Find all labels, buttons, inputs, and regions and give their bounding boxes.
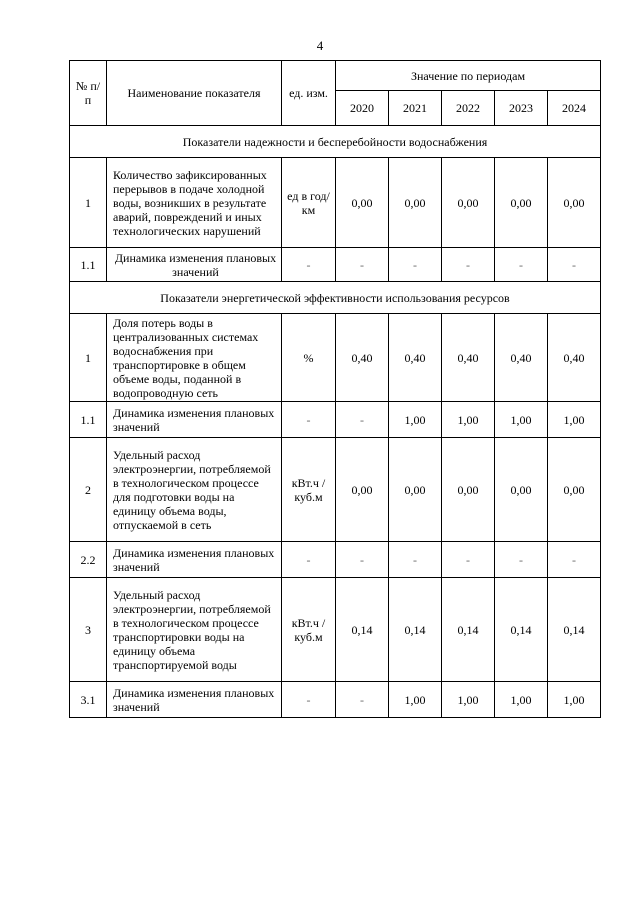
value-cell: -: [336, 402, 389, 438]
value-cell: 0,00: [336, 158, 389, 248]
indicator-name: Динамика изменения плановых значений: [107, 542, 282, 578]
value-cell: 1,00: [548, 402, 601, 438]
value-cell: -: [495, 248, 548, 282]
value-cell: 1,00: [548, 682, 601, 718]
unit-cell: -: [282, 682, 336, 718]
row-number: 1.1: [70, 248, 107, 282]
value-cell: -: [336, 248, 389, 282]
unit-cell: кВт.ч / куб.м: [282, 438, 336, 542]
value-cell: 0,00: [548, 158, 601, 248]
value-cell: 0,40: [336, 314, 389, 402]
indicator-name: Удельный расход электроэнергии, потребляемой в технологическом процессе транспортировки воды на единицу объема транспортируемой воды: [107, 578, 282, 682]
indicator-name: Динамика изменения плановых значений: [107, 402, 282, 438]
row-number: 1.1: [70, 402, 107, 438]
value-cell: 1,00: [442, 682, 495, 718]
indicator-name: Динамика изменения плановых значений: [107, 682, 282, 718]
header-year: 2020: [336, 91, 389, 126]
row-number: 3.1: [70, 682, 107, 718]
value-cell: 0,00: [495, 158, 548, 248]
header-year: 2023: [495, 91, 548, 126]
value-cell: 0,00: [389, 158, 442, 248]
table-row: [70, 682, 601, 718]
header-name: Наименование показателя: [107, 61, 282, 126]
value-cell: 0,40: [495, 314, 548, 402]
indicator-name: Доля потерь воды в централизованных системах водоснабжения при транспортировке в общем объеме воды, поданной в водопроводную сеть: [107, 314, 282, 402]
value-cell: 0,00: [495, 438, 548, 542]
value-cell: -: [336, 682, 389, 718]
value-cell: 0,00: [442, 158, 495, 248]
table-row: [70, 158, 601, 248]
page-number: 4: [316, 38, 324, 53]
table-row: [70, 402, 601, 438]
header-periods: Значение по периодам: [336, 61, 601, 91]
value-cell: 1,00: [495, 402, 548, 438]
unit-cell: ед в год/ км: [282, 158, 336, 248]
value-cell: -: [336, 542, 389, 578]
value-cell: -: [389, 248, 442, 282]
header-year: 2022: [442, 91, 495, 126]
value-cell: -: [389, 542, 442, 578]
table-row: [70, 542, 601, 578]
row-number: 1: [70, 158, 107, 248]
row-number: 1: [70, 314, 107, 402]
value-cell: -: [495, 542, 548, 578]
value-cell: 0,00: [389, 438, 442, 542]
value-cell: 1,00: [442, 402, 495, 438]
value-cell: 1,00: [389, 682, 442, 718]
table-row: [70, 578, 601, 682]
unit-cell: -: [282, 402, 336, 438]
unit-cell: -: [282, 248, 336, 282]
value-cell: 1,00: [389, 402, 442, 438]
header-unit: ед. изм.: [282, 61, 336, 126]
value-cell: 0,00: [442, 438, 495, 542]
value-cell: -: [442, 248, 495, 282]
value-cell: 0,14: [389, 578, 442, 682]
row-number: 2.2: [70, 542, 107, 578]
header-row-top: [70, 61, 601, 91]
value-cell: 0,14: [442, 578, 495, 682]
value-cell: 0,00: [548, 438, 601, 542]
section-title: Показатели надежности и бесперебойности водоснабжения: [70, 126, 601, 158]
value-cell: 0,00: [336, 438, 389, 542]
section-title: Показатели энергетической эффективности использования ресурсов: [70, 282, 601, 314]
row-number: 3: [70, 578, 107, 682]
value-cell: 0,14: [495, 578, 548, 682]
header-year: 2021: [389, 91, 442, 126]
value-cell: 0,40: [442, 314, 495, 402]
table-row: [70, 438, 601, 542]
table-row: [70, 248, 601, 282]
value-cell: -: [548, 542, 601, 578]
row-number: 2: [70, 438, 107, 542]
indicator-name: Динамика изменения плановых значений: [107, 248, 282, 282]
value-cell: 1,00: [495, 682, 548, 718]
value-cell: 0,14: [336, 578, 389, 682]
value-cell: 0,14: [548, 578, 601, 682]
value-cell: -: [442, 542, 495, 578]
value-cell: -: [548, 248, 601, 282]
value-cell: 0,40: [389, 314, 442, 402]
unit-cell: -: [282, 542, 336, 578]
value-cell: 0,40: [548, 314, 601, 402]
header-num: № п/п: [70, 61, 107, 126]
indicator-name: Количество зафиксированных перерывов в подаче холодной воды, возникших в результате аварий, повреждений и иных технологических нарушений: [107, 158, 282, 248]
header-year: 2024: [548, 91, 601, 126]
section-header-row: [70, 282, 601, 314]
indicator-name: Удельный расход электроэнергии, потребляемой в технологическом процессе для подготовки воды на единицу объема воды, отпускаемой в сеть: [107, 438, 282, 542]
section-header-row: [70, 126, 601, 158]
table-row: [70, 314, 601, 402]
unit-cell: %: [282, 314, 336, 402]
table-body: [70, 61, 601, 718]
unit-cell: кВт.ч / куб.м: [282, 578, 336, 682]
indicators-table: [69, 60, 601, 718]
